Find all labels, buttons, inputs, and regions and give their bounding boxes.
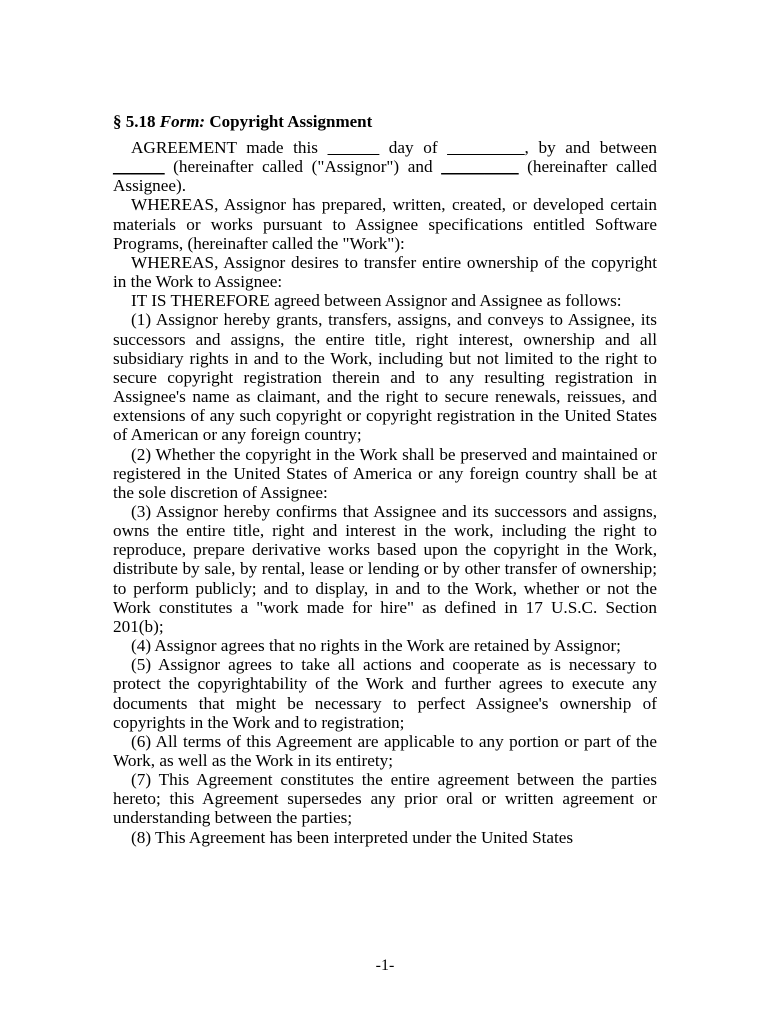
therefore-paragraph: IT IS THEREFORE agreed between Assignor and Assignee as follows: xyxy=(131,291,622,311)
clause-8: (8) This Agreement has been interpreted under the United States xyxy=(131,827,574,847)
clause-6: (6) All terms of this Agreement are applicable to any portion or part of the Work, as well as the Work in its entirety; xyxy=(113,731,657,770)
clause-7: (7) This Agreement constitutes the entire agreement between the parties hereto; this Agreement supersedes any prior oral or written agreement or understanding between the parties; xyxy=(113,770,657,828)
whereas-paragraph-1: WHEREAS, Assignor has prepared, written, created, or developed certain materials or works pursuant to Assignee specifications entitled Software Programs, (hereinafter called the "Work"): xyxy=(113,195,657,253)
intro-paragraph xyxy=(113,138,657,195)
section-heading xyxy=(113,112,657,132)
assignee-blank: _________ xyxy=(441,157,519,177)
day-blank: ______ xyxy=(327,138,380,157)
document-title: Copyright Assignment xyxy=(209,112,373,131)
clause-2: (2) Whether the copyright in the Work shall be preserved and maintained or registered in the United States of America or any foreign country shall be at the sole discretion of Assignee: xyxy=(113,444,657,502)
intro-text: (hereinafter called Assignee). xyxy=(113,157,657,196)
page-number: -1- xyxy=(375,957,395,974)
clause-1: (1) Assignor hereby grants, transfers, assigns, and conveys to Assignee, its successors and assigns, the entire title, right interest, ownership and all subsidiary rights in and to the Work, including but not limited to the right to secure copyright registration therein and to any resulting registration in Assignee's name as claimant, and the right to secure renewals, reissues, and extensions of any such copyright or copyright registration in the United States of American or any foreign country; xyxy=(113,310,657,445)
intro-text: (hereinafter called ("Assignor") and xyxy=(164,157,442,177)
clause-4: (4) Assignor agrees that no rights in the Work are retained by Assignor; xyxy=(131,636,621,656)
whereas-paragraph-2: WHEREAS, Assignor desires to transfer entire ownership of the copyright in the Work to Assignee: xyxy=(113,252,657,292)
form-label: Form: xyxy=(159,112,206,131)
clause-5: (5) Assignor agrees to take all actions and cooperate as is necessary to protect the copyrightability of the Work and further agrees to execute any documents that might be necessary to perfect Assignee's ownership of copyrights in the Work and to registration; xyxy=(113,655,657,732)
assignor-blank: ______ xyxy=(113,157,165,177)
clause-3: (3) Assignor hereby confirms that Assignee and its successors and assigns, owns the entire title, right and interest in the work, including the right to reproduce, prepare derivative works based upon the copyright in the Work, distribute by sale, by rental, lease or lending or by other transfer of ownership; to perform publicly; and to display, in and to the Work, whether or not the Work constitutes a "work made for hire" as defined in 17 U.S.C. Section 201(b); xyxy=(113,501,657,636)
intro-text: , by and between xyxy=(524,138,657,157)
month-blank: _________ xyxy=(447,138,525,157)
intro-text: AGREEMENT made this xyxy=(131,138,328,157)
intro-text: day of xyxy=(379,138,448,157)
document-page xyxy=(113,112,657,847)
section-number: § 5.18 xyxy=(113,112,156,131)
